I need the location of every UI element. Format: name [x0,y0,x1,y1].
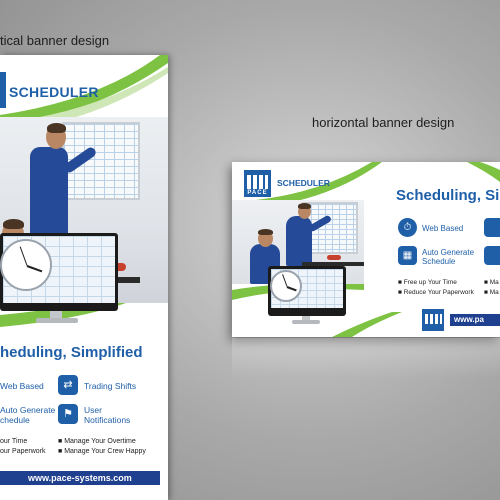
notification-icon: ⚑ [58,404,78,424]
bullet-left-2-text: Reduce Your Paperwork [403,289,474,296]
bullet-left-1-text: Free up Your Time [403,279,457,286]
scheduler-heading: SCHEDULER [9,84,99,100]
feature-auto-generate: Auto Generate chedule [0,405,56,425]
vertical-banner-caption: tical banner design [0,33,110,48]
computer-monitor [268,266,346,316]
banner-tagline: heduling, Simplified [0,344,143,361]
clock-icon [270,270,302,302]
calendar-icon: ▦ [398,246,417,265]
feature-icon-cut [484,218,500,237]
scheduler-heading: SCHEDULER [277,178,330,188]
clock-minute-hand [20,247,28,266]
bullet-right-2-text: Manage Your Crew Happy [64,448,146,455]
vertical-banner [0,55,168,500]
bullet-right-1: ■ Manage Your Overtime [58,438,136,445]
clock-icon [0,239,52,291]
feature-user-notifications: User Notifications [84,405,131,425]
website-url-bar: www.pa [450,314,500,326]
stopwatch-icon: ⏱ [398,218,417,237]
pace-logo-small-icon [422,309,444,331]
clock-minute-hand [282,274,287,287]
bullet-right-2: ■ Manage Your Crew Happy [58,448,146,455]
trading-shifts-icon: ⇄ [58,375,78,395]
monitor-stand-base [292,320,320,324]
feature-trading-shifts: Trading Shifts [84,381,137,391]
horizontal-banner [232,162,500,337]
horizontal-banner-caption: horizontal banner design [312,115,455,130]
bullet-right-1-text: Manage Your Overtime [64,438,136,445]
person-standing-hair [298,203,311,209]
clock-hour-hand [287,286,297,291]
person-seated-hair [3,219,24,229]
person-standing-shirt [30,147,68,242]
monitor-stand-base [36,318,78,323]
person-standing-hair [47,123,66,133]
banner-reflection [232,338,500,378]
pace-logo-icon [0,72,6,108]
bullet-left-2: ■ Reduce Your Paperwork [398,289,474,296]
desk-item [327,255,341,260]
bullet-left-1: ■ Free up Your Time [398,279,457,286]
pace-logo-text: PACE [247,190,268,196]
pace-logo-icon [244,170,271,197]
bullet-left-2: our Paperwork [0,448,46,455]
bullet-right-2: ■ Ma [484,289,499,296]
feature-web-based: Web Based [0,381,44,391]
website-url-bar: www.pace-systems.com [0,471,160,485]
feature-auto-generate: Auto Generate Schedule [422,248,475,266]
bullet-right-2-text: Ma [489,289,499,296]
green-swoosh-corner [467,162,500,182]
feature-icon-cut-2 [484,246,500,265]
clock-hour-hand [27,265,43,272]
computer-monitor [0,233,118,311]
bullet-right-1: ■ Ma [484,279,499,286]
feature-web-based: Web Based [422,224,464,233]
person-standing-shirt [286,216,312,266]
bullet-left-1: our Time [0,438,28,445]
bullet-right-1-text: Ma [489,279,499,286]
banner-tagline: Scheduling, Si [396,187,500,204]
person-seated-hair [258,229,273,235]
